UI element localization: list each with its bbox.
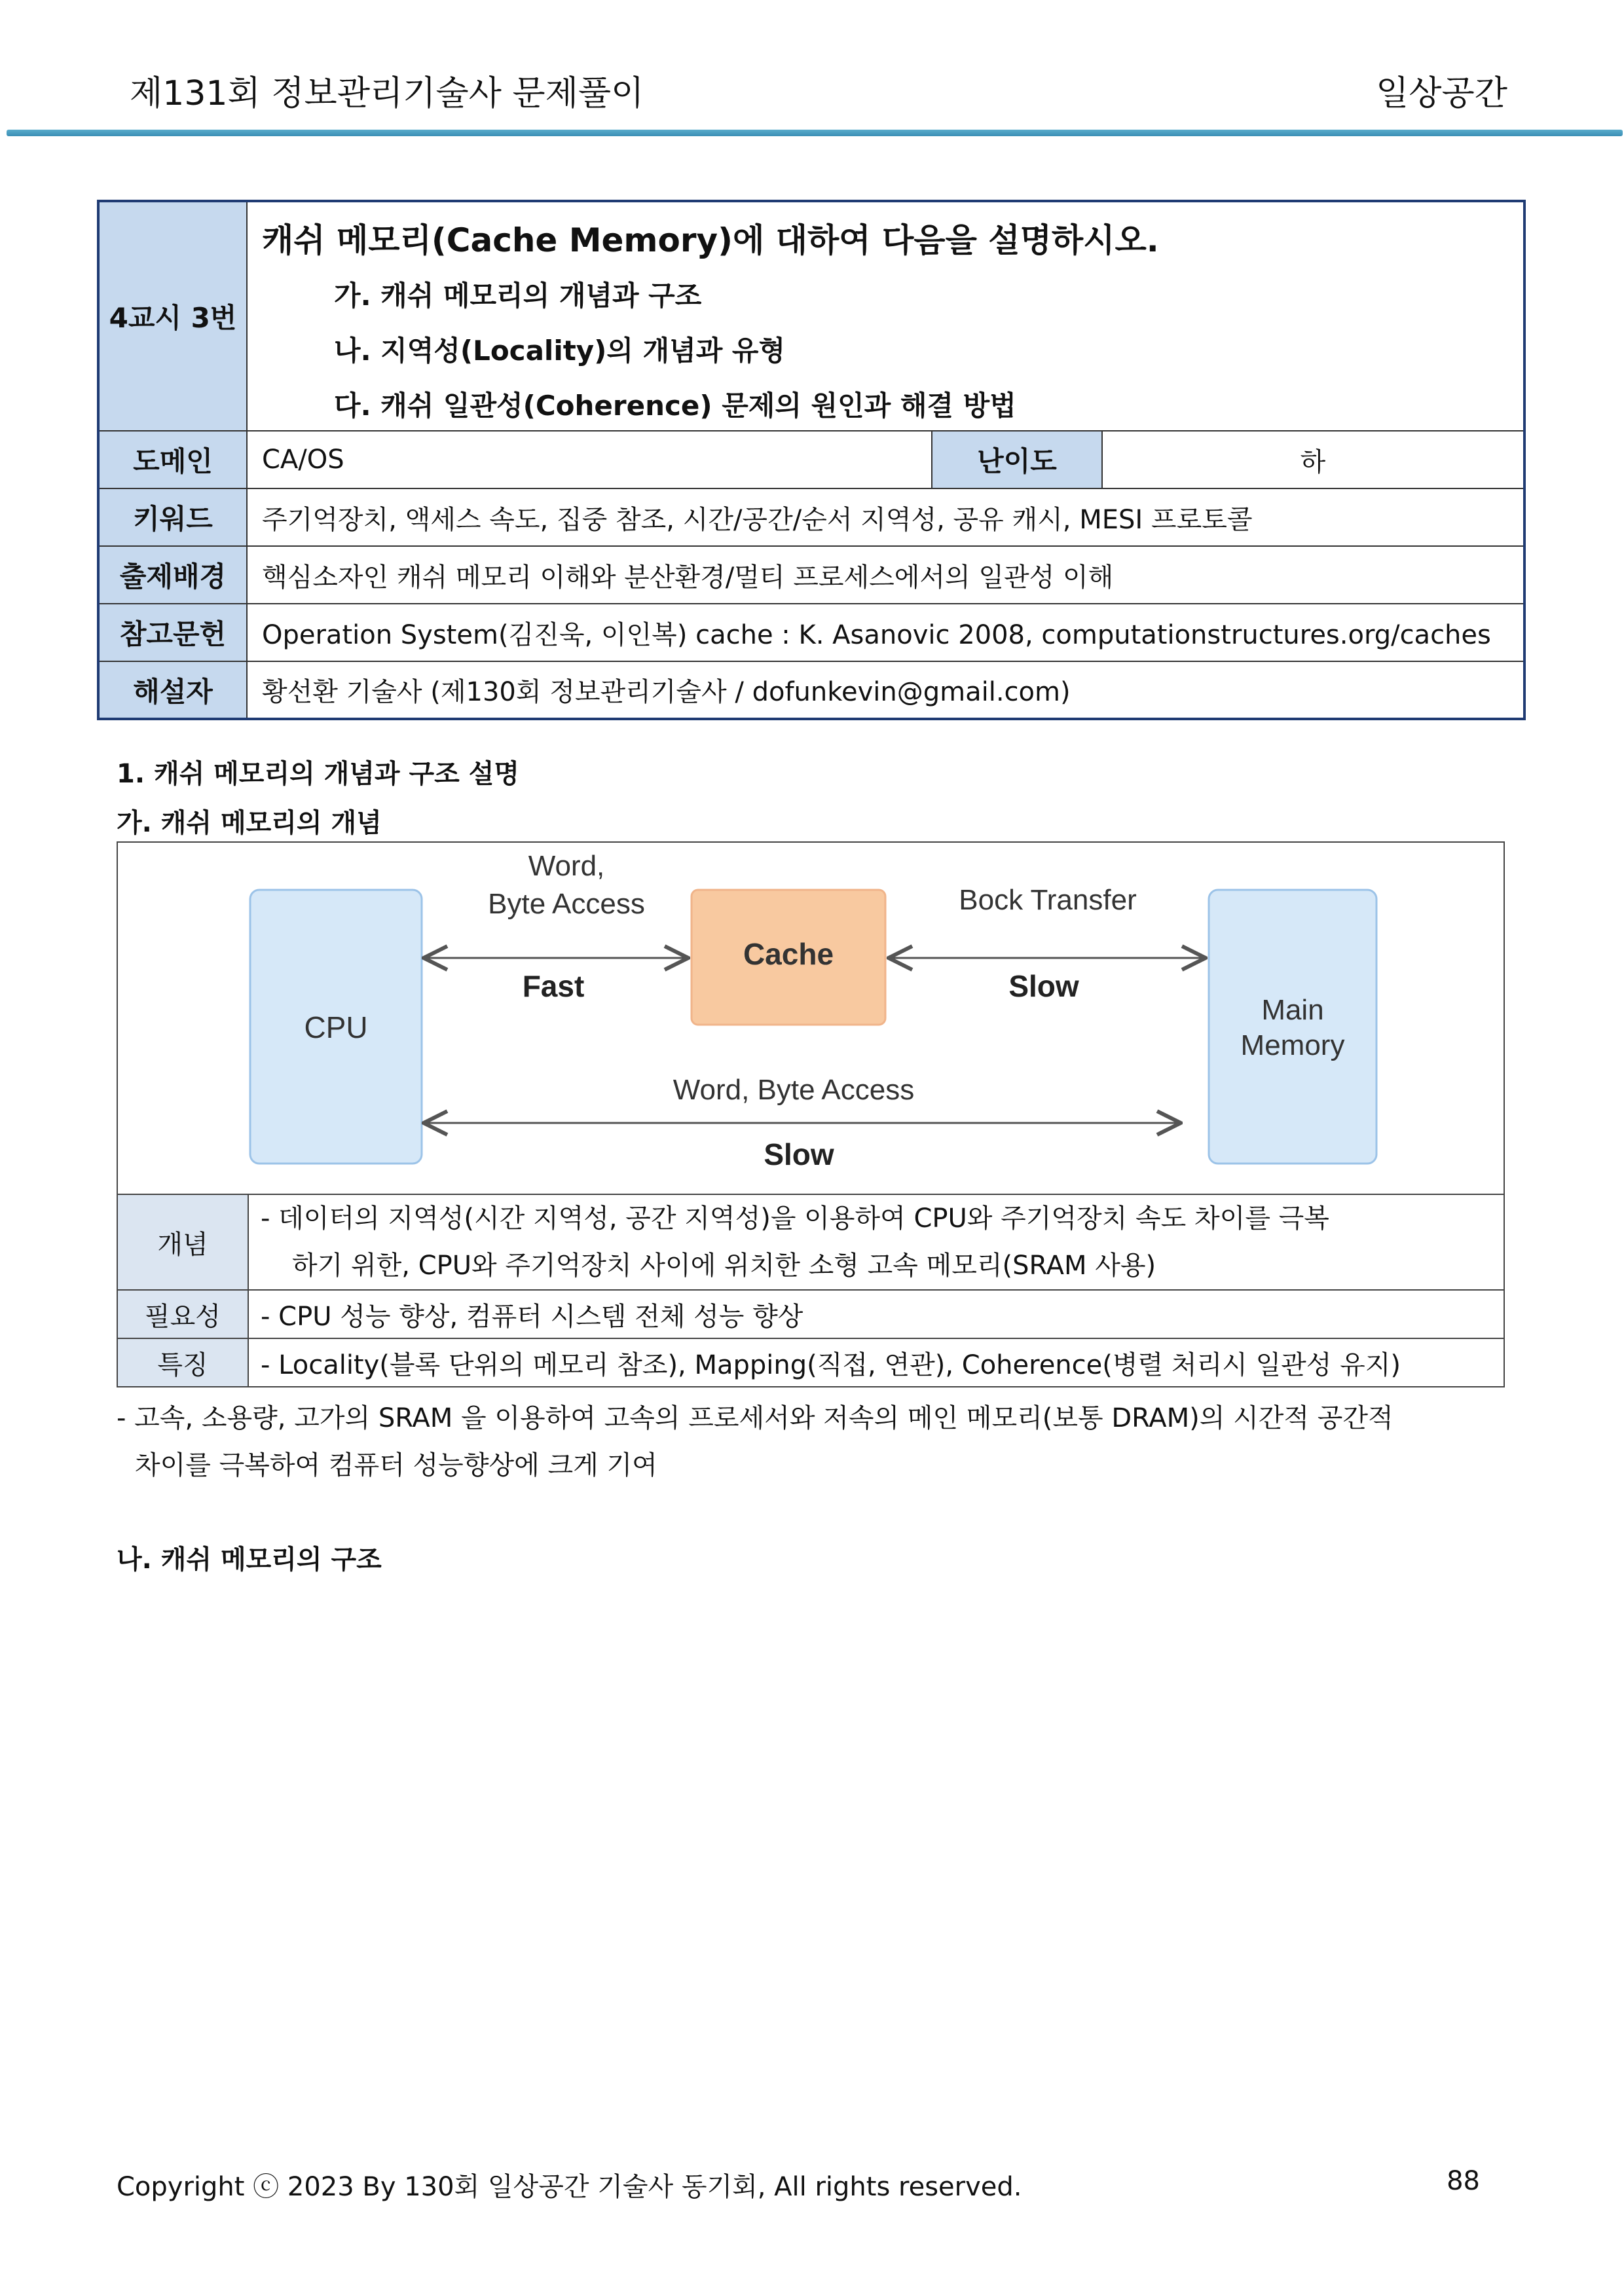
feature-label: 특징 bbox=[117, 1338, 248, 1387]
domain-value: CA/OS bbox=[247, 431, 932, 488]
necessity-label: 필요성 bbox=[117, 1290, 248, 1338]
main-memory-label-line2: Memory bbox=[1240, 1029, 1345, 1061]
feature-value: - Locality(블록 단위의 메모리 참조), Mapping(직접, 연관), Coherence(병렬 처리시 일관성 유지) bbox=[248, 1338, 1504, 1387]
necessity-value: - CPU 성능 향상, 컴퓨터 시스템 전체 성능 향상 bbox=[248, 1290, 1504, 1338]
word-access-label-line1: Word, bbox=[528, 850, 605, 882]
header-title: 제131회 정보관리기술사 문제풀이 bbox=[130, 74, 644, 113]
footer-copyright: Copyright ⓒ 2023 By 130회 일상공간 기술사 동기회, All rights reserved. bbox=[117, 2172, 1022, 2202]
question-number-label: 4교시 3번 bbox=[98, 201, 247, 431]
word-access-label-line2: Byte Access bbox=[488, 888, 645, 920]
block-transfer-label: Bock Transfer bbox=[959, 884, 1137, 916]
table-row bbox=[117, 1338, 1504, 1387]
concept-line-1: - 데이터의 지역성(시간 지역성, 공간 지역성)을 이용하여 CPU와 주기억장치 속도 차이를 극복 bbox=[261, 1203, 1329, 1234]
cache-diagram bbox=[117, 841, 1505, 1195]
page-number: 88 bbox=[1447, 2166, 1480, 2196]
cache-diagram-svg bbox=[118, 843, 1506, 1196]
header-brand: 일상공간 bbox=[1376, 74, 1507, 113]
header-divider bbox=[7, 130, 1623, 136]
fast-label: Fast bbox=[522, 969, 585, 1003]
slow-bottom-label: Slow bbox=[764, 1137, 834, 1171]
cache-note bbox=[117, 1395, 1524, 1489]
section-1b-title: 나. 캐쉬 메모리의 구조 bbox=[117, 1545, 382, 1575]
question-sub-item: 가. 캐쉬 메모리의 개념과 구조 bbox=[334, 280, 702, 312]
main-memory-box bbox=[1209, 890, 1376, 1164]
cache-label: Cache bbox=[743, 937, 834, 971]
section-1-title: 1. 캐쉬 메모리의 개념과 구조 설명 bbox=[117, 759, 519, 789]
section-1a-title: 가. 캐쉬 메모리의 개념 bbox=[117, 808, 382, 838]
concept-label: 개념 bbox=[117, 1194, 248, 1290]
cpu-label: CPU bbox=[304, 1010, 368, 1044]
slow-top-label: Slow bbox=[1008, 969, 1079, 1003]
word-byte-access-label: Word, Byte Access bbox=[673, 1074, 915, 1106]
keyword-label: 키워드 bbox=[98, 488, 247, 546]
note-line-1: - 고속, 소용량, 고가의 SRAM 을 이용하여 고속의 프로세서와 저속의 메인 메모리(보통 DRAM)의 시간적 공간적 bbox=[117, 1403, 1393, 1433]
reference-label: 참고문헌 bbox=[98, 604, 247, 661]
concept-value bbox=[248, 1194, 1504, 1290]
difficulty-label: 난이도 bbox=[932, 431, 1102, 488]
background-label: 출제배경 bbox=[98, 546, 247, 604]
table-row bbox=[117, 1194, 1504, 1290]
reference-value: Operation System(김진욱, 이인복) cache : K. Asanovic 2008, computationstructures.org/caches bbox=[247, 604, 1524, 661]
note-line-2: 차이를 극복하여 컴퓨터 성능향상에 크게 기여 bbox=[135, 1450, 657, 1480]
question-title: 캐쉬 메모리(Cache Memory)에 대하여 다음을 설명하시오. bbox=[262, 221, 1159, 259]
table-row bbox=[117, 1290, 1504, 1338]
author-label: 해설자 bbox=[98, 661, 247, 719]
question-cell bbox=[247, 201, 1524, 431]
question-sub-item: 다. 캐쉬 일관성(Coherence) 문제의 원인과 해결 방법 bbox=[334, 390, 1016, 422]
question-info-table bbox=[97, 200, 1526, 720]
keyword-value: 주기억장치, 액세스 속도, 집중 참조, 시간/공간/순서 지역성, 공유 캐시, MESI 프로토콜 bbox=[247, 488, 1524, 546]
question-sub-item: 나. 지역성(Locality)의 개념과 유형 bbox=[334, 335, 786, 367]
background-value: 핵심소자인 캐쉬 메모리 이해와 분산환경/멀티 프로세스에서의 일관성 이해 bbox=[247, 546, 1524, 604]
cache-concept-table bbox=[117, 1194, 1505, 1387]
domain-label: 도메인 bbox=[98, 431, 247, 488]
author-value: 황선환 기술사 (제130회 정보관리기술사 / dofunkevin@gmail.com) bbox=[247, 661, 1524, 719]
difficulty-value: 하 bbox=[1102, 431, 1524, 488]
concept-line-2: 하기 위한, CPU와 주기억장치 사이에 위치한 소형 고속 메모리(SRAM 사용) bbox=[292, 1251, 1156, 1281]
main-memory-label-line1: Main bbox=[1261, 994, 1324, 1026]
